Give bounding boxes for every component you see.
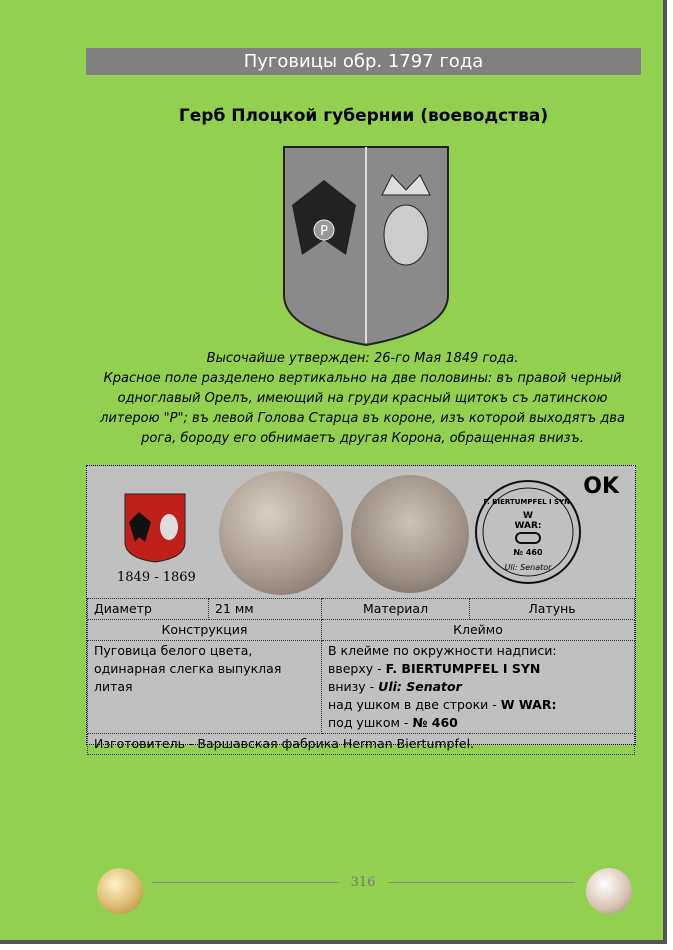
construction-label: Конструкция — [88, 620, 322, 641]
button-card — [86, 465, 636, 751]
section-title: Герб Плоцкой губернии (воеводства) — [178, 106, 549, 126]
coat-of-arms-image — [282, 145, 450, 347]
diameter-value: 21 мм — [209, 599, 322, 620]
coat-of-arms-small — [123, 492, 187, 564]
description-text: Красное поле разделено вертикально на две половины: въ правой черный одноглавый Орелъ, имеющий на груди красный щитокъ съ латинскою литерою "Р"; въ левой Голова Старца въ короне, изъ которой выходятъ два рога, бороду его обнимаетъ другая Корона, обращенная внизъ. — [100, 371, 625, 446]
construction-text: Пуговица белого цвета, одинарная слегка выпуклая литая — [88, 641, 322, 734]
footer-button-left-icon — [97, 868, 143, 914]
footer-button-right-icon — [586, 868, 632, 914]
specs-table — [87, 598, 635, 755]
footer-divider-left — [152, 882, 339, 883]
maker: Изготовитель - Варшавская фабрика Herman Biertumpfel. — [88, 734, 635, 755]
footer-divider-right — [388, 882, 575, 883]
button-back-photo — [351, 475, 469, 593]
svg-text:Uli: Senator: Uli: Senator — [504, 563, 552, 572]
svg-text:P: P — [320, 224, 328, 239]
svg-text:WAR:: WAR: — [514, 521, 542, 531]
stamp-drawing — [473, 478, 583, 586]
button-front-photo — [219, 471, 343, 595]
page-number: 316 — [350, 875, 376, 890]
svg-text:№ 460: № 460 — [513, 548, 543, 557]
approval-date: Высочайше утвержден: 26-го Мая 1849 года. — [206, 351, 519, 366]
mark-text: В клейме по окружности надписи: вверху - F. BIERTUMPFEL I SYN внизу - Uli: Senator над ушком в две строки - W WAR: под ушком - № 460 — [322, 641, 635, 734]
years: 1849 - 1869 — [117, 570, 196, 585]
description — [90, 349, 635, 449]
material-value: Латунь — [470, 599, 635, 620]
svg-text:W: W — [523, 511, 533, 521]
chapter-title: Пуговицы обр. 1797 года — [86, 48, 641, 75]
material-label: Материал — [322, 599, 470, 620]
status-badge: OK — [583, 474, 619, 499]
svg-text:F. BIERTUMPFEL I SYN.: F. BIERTUMPFEL I SYN. — [483, 498, 573, 506]
mark-label: Клеймо — [322, 620, 635, 641]
diameter-label: Диаметр — [88, 599, 209, 620]
